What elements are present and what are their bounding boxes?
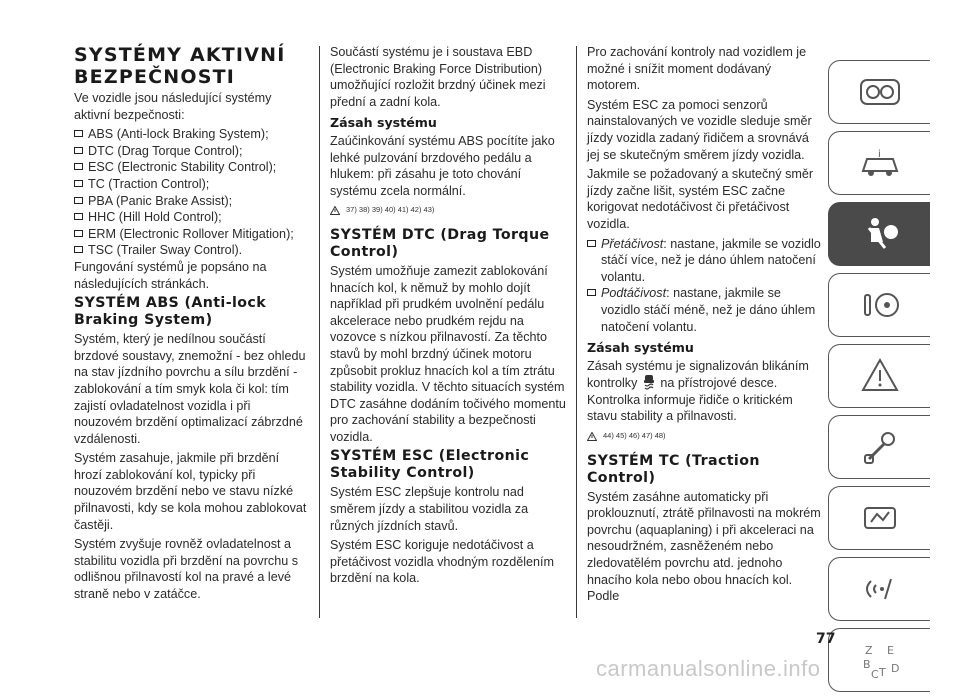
tab-dashboard[interactable]	[828, 60, 930, 124]
bullet-box-icon	[74, 163, 83, 170]
list-item: Podtáčivost: nastane, jakmile se vozidlo stáčí méně, než je dáno úhlem natočení volantu.	[587, 285, 823, 335]
reference-numbers: 37) 38) 39) 40) 41) 42) 43)	[346, 205, 435, 215]
dtc-heading: SYSTÉM DTC (Drag Torque Control)	[330, 226, 550, 260]
bullet-box-icon	[74, 246, 83, 253]
airbag-safety-icon	[857, 214, 903, 254]
list-item: DTC (Drag Torque Control);	[74, 143, 310, 160]
abs-paragraph: Systém zvyšuje rovněž ovladatelnost a stabilitu vozidla při brzdění na povrchu s odlišnou přilnavostí kol na pravé a levé straně nebo v zatáčce.	[74, 537, 299, 602]
term-oversteer: Přetáčivost	[601, 236, 664, 251]
abs-paragraph: Systém, který je nedílnou součástí brzdové soustavy, znemožní - bez ohledu na stav jízdního povrchu a sílu brzdění - zablokování a tím smyk kola či kol: tím zajistí ovladatelnost vozidla i při nouzovém brzdění optimalizací zábrzdné vzdálenosti.	[74, 332, 306, 446]
abs-paragraph: Systém zasahuje, jakmile při brzdění hrozí zablokování kol, typicky při nouzovém brzdění nebo ve stavu nízké přilnavosti, kdy se kola mohou zablokovat častěji.	[74, 451, 307, 532]
warning-road-icon	[857, 356, 903, 396]
tab-index[interactable]	[828, 628, 930, 692]
bullet-box-icon	[587, 289, 596, 296]
index-letter: E	[886, 644, 894, 657]
esc-paragraph: Pro zachování kontroly nad vozidlem je možné i snížit moment dodávaný motorem.	[587, 45, 807, 93]
index-letter: C	[870, 668, 879, 680]
list-item: ERM (Electronic Rollover Mitigation);	[74, 226, 310, 243]
esc-paragraph: Systém ESC zlepšuje kontrolu nad směrem jízdy a stabilitou vozidla za různých jízdních stavů.	[330, 485, 529, 533]
warning-triangle-icon	[587, 432, 597, 441]
warning-references	[330, 202, 566, 219]
column-2	[330, 44, 566, 590]
tab-maintenance[interactable]	[828, 415, 930, 479]
intro-text: Ve vozidle jsou následující systémy aktivní bezpečnosti:	[74, 91, 272, 122]
bullet-box-icon	[74, 130, 83, 137]
service-icon	[857, 498, 903, 538]
column-3	[587, 44, 823, 608]
bullet-box-icon	[74, 230, 83, 237]
index-letter: B	[862, 658, 871, 671]
esc-paragraph: Systém ESC za pomoci senzorů nainstalovaných ve vozidle sleduje směr jízdy vozidla zadaný řidičem a srovnává jej se skutečným směrem jízdy vozidla.	[587, 97, 812, 162]
list-item: TC (Traction Control);	[74, 176, 310, 193]
page-number: 77	[816, 631, 836, 647]
list-item: Přetáčivost: nastane, jakmile se vozidlo stáčí více, než je dáno úhlem natočení volantu.	[587, 236, 823, 286]
list-item: ESC (Electronic Stability Control);	[74, 159, 310, 176]
bullet-box-icon	[74, 197, 83, 204]
watermark: carmanualsonline.info	[596, 656, 821, 681]
list-item: TSC (Trailer Sway Control).	[74, 242, 310, 259]
index-letter: D	[890, 662, 899, 675]
chapter-tabs	[828, 60, 930, 699]
tab-safety[interactable]	[828, 202, 930, 266]
tab-multimedia[interactable]	[828, 557, 930, 621]
key-steering-icon	[857, 285, 903, 325]
warning-references	[587, 428, 823, 445]
bullet-box-icon	[587, 240, 596, 247]
tab-car-info[interactable]	[828, 131, 930, 195]
svg-text:i: i	[877, 149, 881, 160]
list-item: ABS (Anti-lock Braking System);	[74, 126, 310, 143]
esc-indicator-paragraph: Zásah systému je signalizován blikáním kontrolky na přístrojové desce. Kontrolka informuje řidiče o kritickém stavu stability a přilnavosti.	[587, 358, 809, 424]
bullet-box-icon	[74, 213, 83, 220]
subheading-intervention: Zásah systému	[330, 115, 437, 131]
index-letter: T	[878, 666, 886, 679]
tc-heading: SYSTÉM TC (Traction Control)	[587, 452, 760, 486]
radio-icon	[857, 569, 903, 609]
tab-emergency[interactable]	[828, 344, 930, 408]
warning-triangle-icon	[330, 206, 340, 215]
esc-paragraph: Systém ESC koriguje nedotáčivost a přetáčivost vozidla vhodným rozdělením brzdění na kola.	[330, 538, 554, 586]
tc-paragraph: Systém zasáhne automaticky při proklouznutí, ztrátě přilnavosti na mokrém povrchu (aquaplaning) i při akceleraci na nesoudržném, zasněženém nebo zledovatělém povrchu atd. jednoho hnacího kola nebo obou hnacích kol. Podle	[587, 489, 821, 604]
outro-text: Fungování systémů je popsáno na následujících stránkách.	[74, 259, 267, 291]
subheading-intervention: Zásah systému	[587, 340, 694, 356]
column-1	[74, 44, 310, 606]
bullet-box-icon	[74, 180, 83, 187]
abs-heading: SYSTÉM ABS (Anti-lock Braking System)	[74, 295, 267, 329]
index-icon	[857, 640, 903, 680]
ebd-paragraph: Součástí systému je i soustava EBD (Electronic Braking Force Distribution) umožňující rozložit brzdný účinek mezi přední a zadní kola.	[330, 45, 546, 109]
steer-list	[587, 236, 823, 336]
term-understeer: Podtáčivost	[601, 286, 667, 301]
bullet-box-icon	[74, 147, 83, 154]
tools-icon	[857, 427, 903, 467]
column-divider	[576, 46, 577, 618]
car-info-icon	[857, 143, 903, 183]
tab-starting[interactable]	[828, 273, 930, 337]
tab-technical[interactable]	[828, 486, 930, 550]
esc-paragraph: Jakmile se požadovaný a skutečný směr jízdy začne lišit, systém ESC začne korigovat nedotáčivost či přetáčivost vozidla.	[587, 167, 814, 231]
esc-warning-light-icon	[642, 374, 656, 390]
esc-heading: SYSTÉM ESC (Electronic Stability Control)	[330, 448, 530, 482]
systems-list	[74, 126, 310, 259]
list-item: HHC (Hill Hold Control);	[74, 209, 310, 226]
column-divider	[319, 46, 320, 618]
abs-intervention-paragraph: Zaúčinkování systému ABS pocítíte jako lehké pulzování brzdového pedálu a hlukem: při zásahu je toto chování systému zcela normální.	[330, 133, 555, 198]
reference-numbers: 44) 45) 46) 47) 48)	[603, 431, 666, 441]
index-letter: Z	[864, 644, 873, 657]
section-title: SYSTÉMY AKTIVNÍ BEZPEČNOSTI	[74, 44, 286, 88]
list-item: PBA (Panic Brake Assist);	[74, 193, 310, 210]
dashboard-icon	[857, 72, 903, 112]
dtc-paragraph: Systém umožňuje zamezit zablokování hnacích kol, k němuž by mohlo dojít například při prudkém uvolnění pedálu akcelerace nebo prudkém rejdu na vozovce s nízkou přilnavostí. Za těchto stavů by mohl brzdný účinek motoru způsobit prokluz hnacích kol a tím ztrátu stability vozidla. V těchto situacích systém DTC zasáhne dodáním točivého momentu pro zachování stability a bezpečnosti vozidla.	[330, 263, 566, 444]
